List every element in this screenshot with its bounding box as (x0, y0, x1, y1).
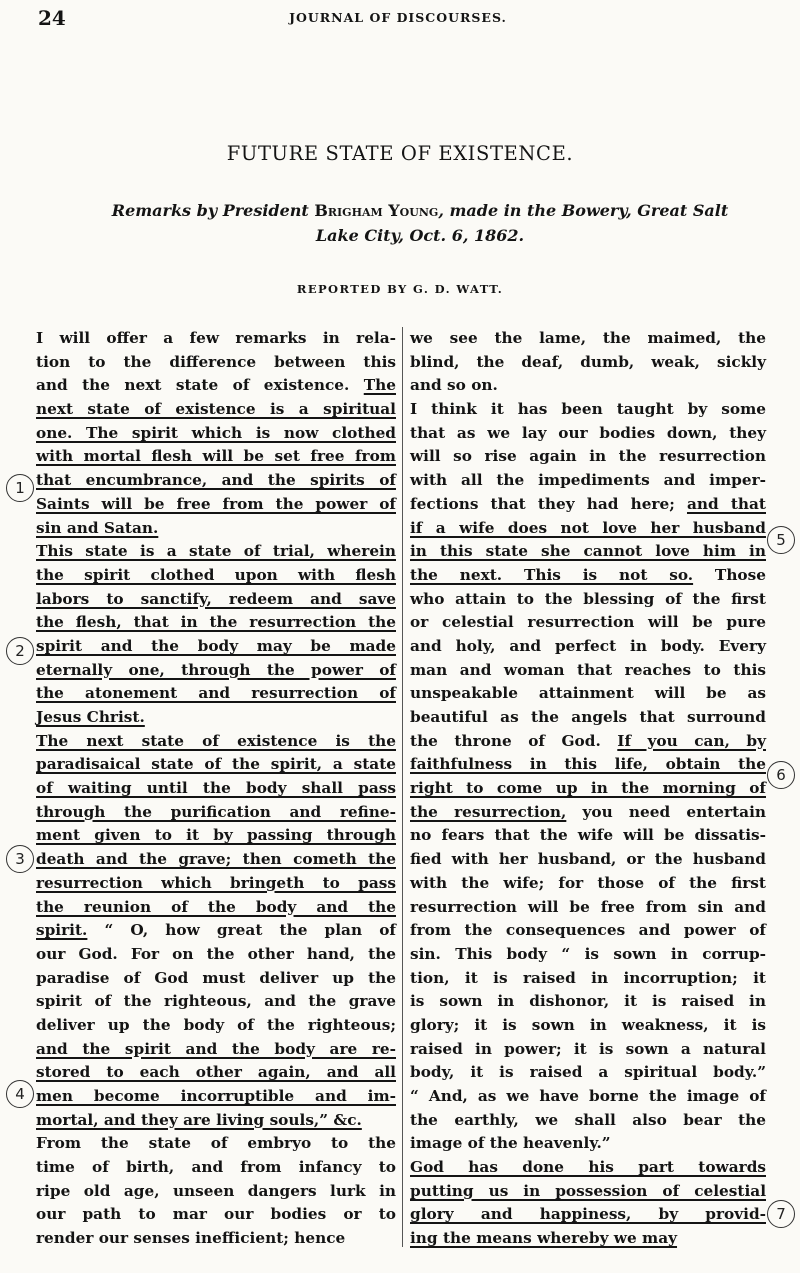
line-text: fied with her husband, or the husband (410, 850, 766, 869)
text-line (410, 1227, 766, 1251)
left-column (36, 327, 396, 1251)
line-text: sin. This body “ is sown in corrup- (410, 944, 766, 963)
underlined-text: paradisaical state of the spirit, a state (36, 755, 396, 774)
text-line (36, 635, 396, 659)
text-line (36, 990, 396, 1014)
text-line (410, 706, 766, 730)
line-text: and the next state of existence. (36, 376, 364, 395)
text-line (410, 374, 766, 398)
line-text: “ O, how great the plan of (87, 921, 396, 940)
subtitle-line2: Lake City, Oct. 6, 1862. (315, 226, 525, 245)
annotation-marker-7: 7 (767, 1200, 795, 1228)
text-line (410, 398, 766, 422)
text-line (36, 374, 396, 398)
text-line (36, 469, 396, 493)
line-text: you need entertain (566, 802, 766, 821)
text-line (410, 943, 766, 967)
line-text: paradise of God must deliver up the (36, 968, 396, 987)
text-line (410, 1203, 766, 1227)
text-line (36, 1061, 396, 1085)
text-line (36, 1014, 396, 1038)
underlined-text: stored to each other again, and all (36, 1063, 396, 1082)
text-line (36, 706, 396, 730)
line-text: “ And, as we have borne the image of (410, 1087, 766, 1105)
text-line (410, 990, 766, 1014)
underlined-text: the next. This is not so. (410, 565, 694, 584)
right-column (410, 327, 766, 1251)
text-line (36, 1132, 396, 1156)
annotation-marker-2: 2 (6, 637, 34, 665)
line-text: tion to the difference between this (36, 352, 396, 371)
text-line (36, 1180, 396, 1204)
text-line (410, 848, 766, 872)
line-text: our path to mar our bodies or to (36, 1205, 396, 1224)
text-line (36, 540, 396, 564)
text-line (410, 1061, 766, 1085)
discourse-subtitle (70, 198, 770, 248)
underlined-text: Jesus Christ. (36, 708, 145, 726)
text-line (410, 1132, 766, 1156)
line-text: tion, it is raised in incorruption; it (410, 968, 766, 987)
journal-title: JOURNAL OF DISCOURSES. (289, 10, 507, 25)
text-line (410, 1180, 766, 1204)
underlined-text: men become incorruptible and im- (36, 1087, 396, 1105)
underlined-text: right to come up in the morning of (410, 779, 766, 798)
underlined-text: the resurrection, (410, 802, 567, 821)
line-text: and holy, and perfect in body. Every (410, 636, 766, 655)
line-text: ripe old age, unseen dangers lurk in (36, 1181, 396, 1200)
text-line (410, 493, 766, 517)
line-text: Those (693, 565, 766, 584)
line-text: resurrection will be free from sin and (410, 897, 766, 916)
underlined-text: the atonement and resurrection of (36, 684, 396, 703)
subtitle-part1: Remarks by President (111, 201, 315, 220)
line-text: raised in power; it is sown a natural (410, 1039, 766, 1058)
text-line (36, 1156, 396, 1180)
line-text: spirit of the righteous, and the grave (36, 992, 396, 1011)
text-line (36, 1085, 396, 1109)
text-line (410, 1014, 766, 1038)
text-line (36, 753, 396, 777)
text-line (410, 327, 766, 351)
underlined-text: mortal, and they are living souls,” &c. (36, 1110, 362, 1129)
line-text: I think it has been taught by some (410, 400, 766, 419)
underlined-text: The (363, 376, 396, 395)
text-line (36, 896, 396, 920)
annotation-marker-5: 5 (767, 526, 795, 554)
text-line (410, 445, 766, 469)
text-line (36, 422, 396, 446)
text-line (410, 1156, 766, 1180)
underlined-text: next state of existence is a spiritual (36, 400, 396, 419)
text-line (410, 611, 766, 635)
underlined-text: resurrection which bringeth to pass (36, 873, 396, 892)
text-line (410, 872, 766, 896)
line-text: body, it is raised a spiritual body.” (410, 1063, 766, 1082)
text-line (36, 824, 396, 848)
subtitle-part2: , made in the Bowery, Great Salt (438, 201, 729, 220)
text-line (36, 398, 396, 422)
text-line (36, 611, 396, 635)
line-text: that as we lay our bodies down, they (410, 423, 766, 442)
text-line (410, 801, 766, 825)
text-line (410, 564, 766, 588)
text-line (410, 919, 766, 943)
underlined-text: in this state she cannot love him in (410, 542, 766, 561)
text-line (36, 919, 396, 943)
underlined-text: God has done his part towards (410, 1158, 766, 1177)
underlined-text: death and the grave; then cometh the (36, 850, 396, 869)
line-text: we see the lame, the maimed, the (410, 329, 766, 347)
line-text: is sown in dishonor, it is raised in (410, 992, 766, 1011)
discourse-title: FUTURE STATE OF EXISTENCE. (226, 142, 574, 165)
column-divider (402, 327, 403, 1247)
underlined-text: Saints will be free from the power of (36, 494, 396, 513)
text-line (36, 327, 396, 351)
line-text: blind, the deaf, dumb, weak, sickly (410, 352, 766, 371)
line-text: the throne of God. (410, 731, 618, 750)
annotation-marker-4: 4 (6, 1080, 34, 1108)
underlined-text: of waiting until the body shall pass (36, 779, 396, 798)
line-text: unspeakable attainment will be as (410, 684, 766, 703)
text-line (410, 422, 766, 446)
annotation-marker-6: 6 (767, 761, 795, 789)
text-line (410, 469, 766, 493)
text-line (36, 659, 396, 683)
line-text: deliver up the body of the righteous; (36, 1015, 396, 1034)
speaker-name: Brigham Young (314, 201, 439, 220)
underlined-text: spirit. (36, 921, 88, 940)
text-line (36, 777, 396, 801)
line-text: man and woman that reaches to this (410, 660, 766, 679)
underlined-text: If you can, by (617, 731, 766, 750)
underlined-text: and the spirit and the body are re- (36, 1039, 396, 1058)
text-line (36, 1038, 396, 1062)
text-line (410, 682, 766, 706)
text-line (410, 753, 766, 777)
annotation-marker-3: 3 (6, 845, 34, 873)
underlined-text: eternally one, through the power of (36, 660, 396, 679)
line-text: no fears that the wife will be dissatis- (410, 826, 766, 845)
text-line (36, 588, 396, 612)
line-text: the earthly, we shall also bear the (410, 1110, 766, 1129)
text-line (36, 517, 396, 541)
annotation-marker-1: 1 (6, 474, 34, 502)
underlined-text: spirit and the body may be made (36, 636, 396, 655)
text-line (410, 635, 766, 659)
line-text: glory; it is sown in weakness, it is (410, 1015, 766, 1034)
text-line (410, 730, 766, 754)
text-line (410, 588, 766, 612)
underlined-text: The next state of existence is the (36, 731, 396, 750)
text-line (36, 730, 396, 754)
page-number: 24 (38, 6, 66, 30)
line-text: render our senses inefficient; hence (36, 1229, 346, 1248)
text-line (36, 682, 396, 706)
text-line (410, 351, 766, 375)
underlined-text: the flesh, that in the resurrection the (36, 613, 396, 632)
line-text: who attain to the blessing of the first (410, 589, 766, 608)
text-line (36, 1109, 396, 1133)
line-text: or celestial resurrection will be pure (410, 613, 766, 632)
text-line (410, 777, 766, 801)
text-line (410, 896, 766, 920)
reporter-credit: REPORTED BY G. D. WATT. (296, 282, 504, 296)
underlined-text: one. The spirit which is now clothed (36, 423, 396, 442)
line-text: fections that they had here; (410, 494, 687, 513)
text-line (36, 493, 396, 517)
text-line (36, 801, 396, 825)
text-line (36, 848, 396, 872)
underlined-text: labors to sanctify, redeem and save (36, 589, 396, 608)
underlined-text: This state is a state of trial, wherein (36, 542, 396, 561)
text-line (36, 445, 396, 469)
underlined-text: and that (686, 494, 766, 513)
underlined-text: ing the means whereby we may (410, 1229, 678, 1248)
line-text: beautiful as the angels that surround (410, 708, 766, 726)
underlined-text: the reunion of the body and the (36, 897, 396, 916)
line-text: and so on. (410, 376, 498, 395)
line-text: time of birth, and from infancy to (36, 1158, 396, 1177)
underlined-text: ment given to it by passing through (36, 826, 396, 845)
text-line (410, 967, 766, 991)
running-head (38, 6, 758, 30)
text-line (36, 872, 396, 896)
line-text: I will offer a few remarks in rela- (36, 329, 396, 347)
underlined-text: with mortal flesh will be set free from (36, 447, 396, 466)
text-line (410, 659, 766, 683)
text-line (36, 351, 396, 375)
line-text: with all the impediments and imper- (410, 471, 766, 490)
underlined-text: that encumbrance, and the spirits of (36, 471, 396, 490)
line-text: our God. For on the other hand, the (36, 944, 396, 963)
text-line (410, 540, 766, 564)
text-line (410, 1109, 766, 1133)
line-text: from the consequences and power of (410, 921, 766, 940)
line-text: image of the heavenly.” (410, 1134, 611, 1153)
text-line (410, 824, 766, 848)
underlined-text: faithfulness in this life, obtain the (410, 755, 766, 774)
text-line (36, 564, 396, 588)
line-text: From the state of embryo to the (36, 1134, 396, 1153)
underlined-text: putting us in possession of celestial (410, 1181, 766, 1200)
underlined-text: the spirit clothed upon with flesh (36, 565, 396, 584)
text-line (36, 1203, 396, 1227)
underlined-text: if a wife does not love her husband (410, 518, 766, 537)
line-text: will so rise again in the resurrection (410, 447, 766, 466)
text-line (36, 943, 396, 967)
underlined-text: sin and Satan. (36, 518, 159, 537)
text-line (410, 1038, 766, 1062)
underlined-text: glory and happiness, by provid- (410, 1205, 766, 1224)
text-line (36, 1227, 396, 1251)
underlined-text: through the purification and refine- (36, 802, 396, 821)
text-line (410, 517, 766, 541)
text-line (36, 967, 396, 991)
line-text: with the wife; for those of the first (410, 873, 766, 892)
text-line (410, 1085, 766, 1109)
